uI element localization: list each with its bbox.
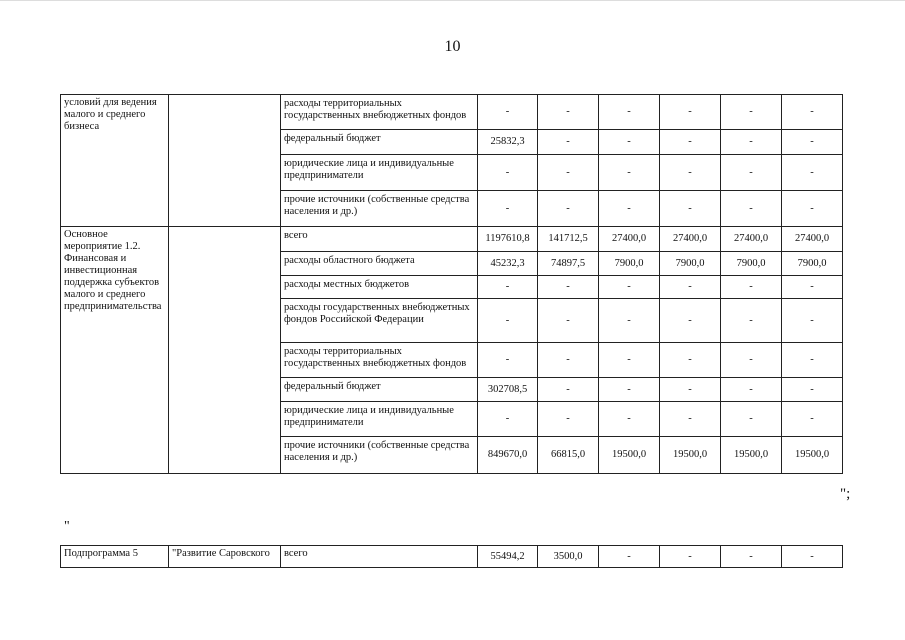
value-cell: - [478, 191, 538, 227]
funding-source: расходы государственных внебюджетных фондов Российской Федерации [281, 299, 478, 343]
value-cell: - [599, 299, 660, 343]
funding-source: федеральный бюджет [281, 130, 478, 155]
value-cell: - [782, 130, 843, 155]
value-cell: - [538, 402, 599, 437]
budget-table [60, 94, 843, 474]
value-cell: 45232,3 [478, 252, 538, 276]
value-cell: - [599, 546, 660, 568]
value-cell: 19500,0 [599, 437, 660, 474]
value-cell: - [782, 546, 843, 568]
value-cell: - [538, 378, 599, 402]
value-cell: - [721, 299, 782, 343]
funding-source: расходы территориальных государственных внебюджетных фондов [281, 95, 478, 130]
value-cell: - [660, 402, 721, 437]
funding-source: юридические лица и индивидуальные предприниматели [281, 402, 478, 437]
funding-source: расходы областного бюджета [281, 252, 478, 276]
value-cell: 7900,0 [599, 252, 660, 276]
page-number: 10 [444, 38, 461, 55]
value-cell: 302708,5 [478, 378, 538, 402]
value-cell: - [721, 402, 782, 437]
measure-name: Основное мероприятие 1.2. Финансовая и инвестиционная поддержка субъектов малого и среднего предпринимательства [61, 227, 169, 474]
value-cell: - [721, 546, 782, 568]
value-cell: - [538, 130, 599, 155]
value-cell: 27400,0 [782, 227, 843, 252]
value-cell: 849670,0 [478, 437, 538, 474]
value-cell: - [721, 343, 782, 378]
value-cell: - [538, 155, 599, 191]
scan-edge-line [0, 0, 905, 1]
value-cell: 66815,0 [538, 437, 599, 474]
value-cell: - [721, 378, 782, 402]
value-cell: - [599, 95, 660, 130]
value-cell: - [782, 155, 843, 191]
funding-source: всего [281, 227, 478, 252]
responsible-cell [169, 227, 281, 474]
value-cell: - [538, 299, 599, 343]
funding-source: прочие источники (собственные средства населения и др.) [281, 437, 478, 474]
value-cell: 25832,3 [478, 130, 538, 155]
value-cell: 19500,0 [660, 437, 721, 474]
value-cell: 27400,0 [660, 227, 721, 252]
value-cell: 7900,0 [660, 252, 721, 276]
funding-source: прочие источники (собственные средства населения и др.) [281, 191, 478, 227]
funding-source: расходы местных бюджетов [281, 276, 478, 299]
value-cell: - [660, 276, 721, 299]
value-cell: - [782, 299, 843, 343]
funding-source: расходы территориальных государственных внебюджетных фондов [281, 343, 478, 378]
value-cell: - [660, 95, 721, 130]
value-cell: - [660, 155, 721, 191]
funding-source: всего [281, 546, 478, 568]
value-cell: 3500,0 [538, 546, 599, 568]
table-row [61, 546, 843, 568]
subprogram-table [60, 545, 843, 568]
value-cell: - [538, 191, 599, 227]
value-cell: 19500,0 [721, 437, 782, 474]
value-cell: - [721, 191, 782, 227]
value-cell: - [478, 276, 538, 299]
value-cell: - [782, 95, 843, 130]
value-cell: 141712,5 [538, 227, 599, 252]
table-row [61, 227, 843, 252]
value-cell: 7900,0 [782, 252, 843, 276]
table-row [61, 95, 843, 130]
value-cell: - [660, 378, 721, 402]
value-cell: - [660, 343, 721, 378]
value-cell: - [599, 155, 660, 191]
value-cell: - [478, 299, 538, 343]
value-cell: - [721, 130, 782, 155]
value-cell: - [660, 191, 721, 227]
value-cell: - [599, 402, 660, 437]
opening-quote: " [64, 519, 70, 534]
responsible-cell [169, 95, 281, 227]
value-cell: - [599, 378, 660, 402]
funding-source: юридические лица и индивидуальные предприниматели [281, 155, 478, 191]
value-cell: - [782, 343, 843, 378]
value-cell: 55494,2 [478, 546, 538, 568]
subprogram-name: Подпрограмма 5 [61, 546, 169, 568]
value-cell: 27400,0 [599, 227, 660, 252]
value-cell: - [538, 343, 599, 378]
value-cell: - [538, 95, 599, 130]
value-cell: - [721, 155, 782, 191]
value-cell: - [478, 402, 538, 437]
value-cell: - [599, 276, 660, 299]
value-cell: - [478, 155, 538, 191]
value-cell: 74897,5 [538, 252, 599, 276]
value-cell: 27400,0 [721, 227, 782, 252]
value-cell: - [660, 130, 721, 155]
measure-name: условий для ведения малого и среднего бизнеса [61, 95, 169, 227]
value-cell: - [782, 402, 843, 437]
value-cell: - [721, 95, 782, 130]
value-cell: - [660, 299, 721, 343]
value-cell: 7900,0 [721, 252, 782, 276]
value-cell: - [782, 378, 843, 402]
value-cell: - [721, 276, 782, 299]
value-cell: - [660, 546, 721, 568]
value-cell: - [782, 276, 843, 299]
funding-source: федеральный бюджет [281, 378, 478, 402]
value-cell: 19500,0 [782, 437, 843, 474]
value-cell: - [478, 343, 538, 378]
value-cell: - [538, 276, 599, 299]
value-cell: - [599, 130, 660, 155]
subprogram-title: "Развитие Саровского [169, 546, 281, 568]
value-cell: - [782, 191, 843, 227]
value-cell: - [599, 343, 660, 378]
value-cell: - [599, 191, 660, 227]
value-cell: - [478, 95, 538, 130]
closing-quote: "; [840, 486, 851, 502]
value-cell: 1197610,8 [478, 227, 538, 252]
